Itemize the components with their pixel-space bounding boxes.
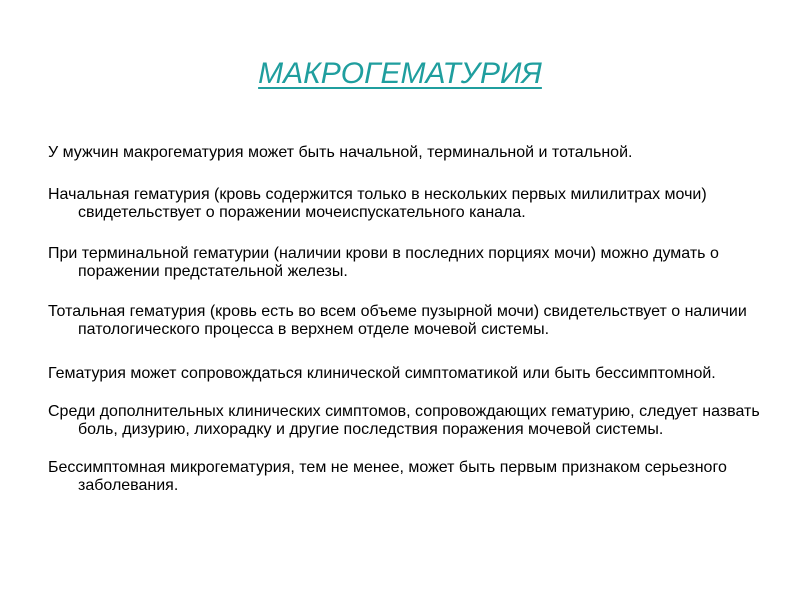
- paragraph-5: Гематурия может сопровождаться клинической симптоматикой или быть бессимптомной.: [48, 365, 716, 382]
- paragraph-4: Тотальная гематурия (кровь есть во всем объеме пузырной мочи) свидетельствует о наличии патологического процесса в верхнем отделе мочевой системы.: [48, 303, 747, 338]
- paragraph-7: Бессимптомная микрогематурия, тем не менее, может быть первым признаком серьезного заболевания.: [48, 459, 727, 494]
- paragraph-2: Начальная гематурия (кровь содержится только в нескольких первых милилитрах мочи) свидетельствует о поражении мочеиспускательного канала.: [48, 186, 707, 221]
- paragraph-1: У мужчин макрогематурия может быть начальной, терминальной и тотальной.: [48, 144, 633, 161]
- paragraph-6: Среди дополнительных клинических симптомов, сопровождающих гематурию, следует назвать боль, дизурию, лихорадку и другие последствия поражения мочевой системы.: [48, 403, 760, 438]
- paragraph-3: При терминальной гематурии (наличии крови в последних порциях мочи) можно думать о поражении предстательной железы.: [48, 245, 719, 280]
- slide-title: МАКРОГЕМАТУРИЯ: [258, 57, 542, 90]
